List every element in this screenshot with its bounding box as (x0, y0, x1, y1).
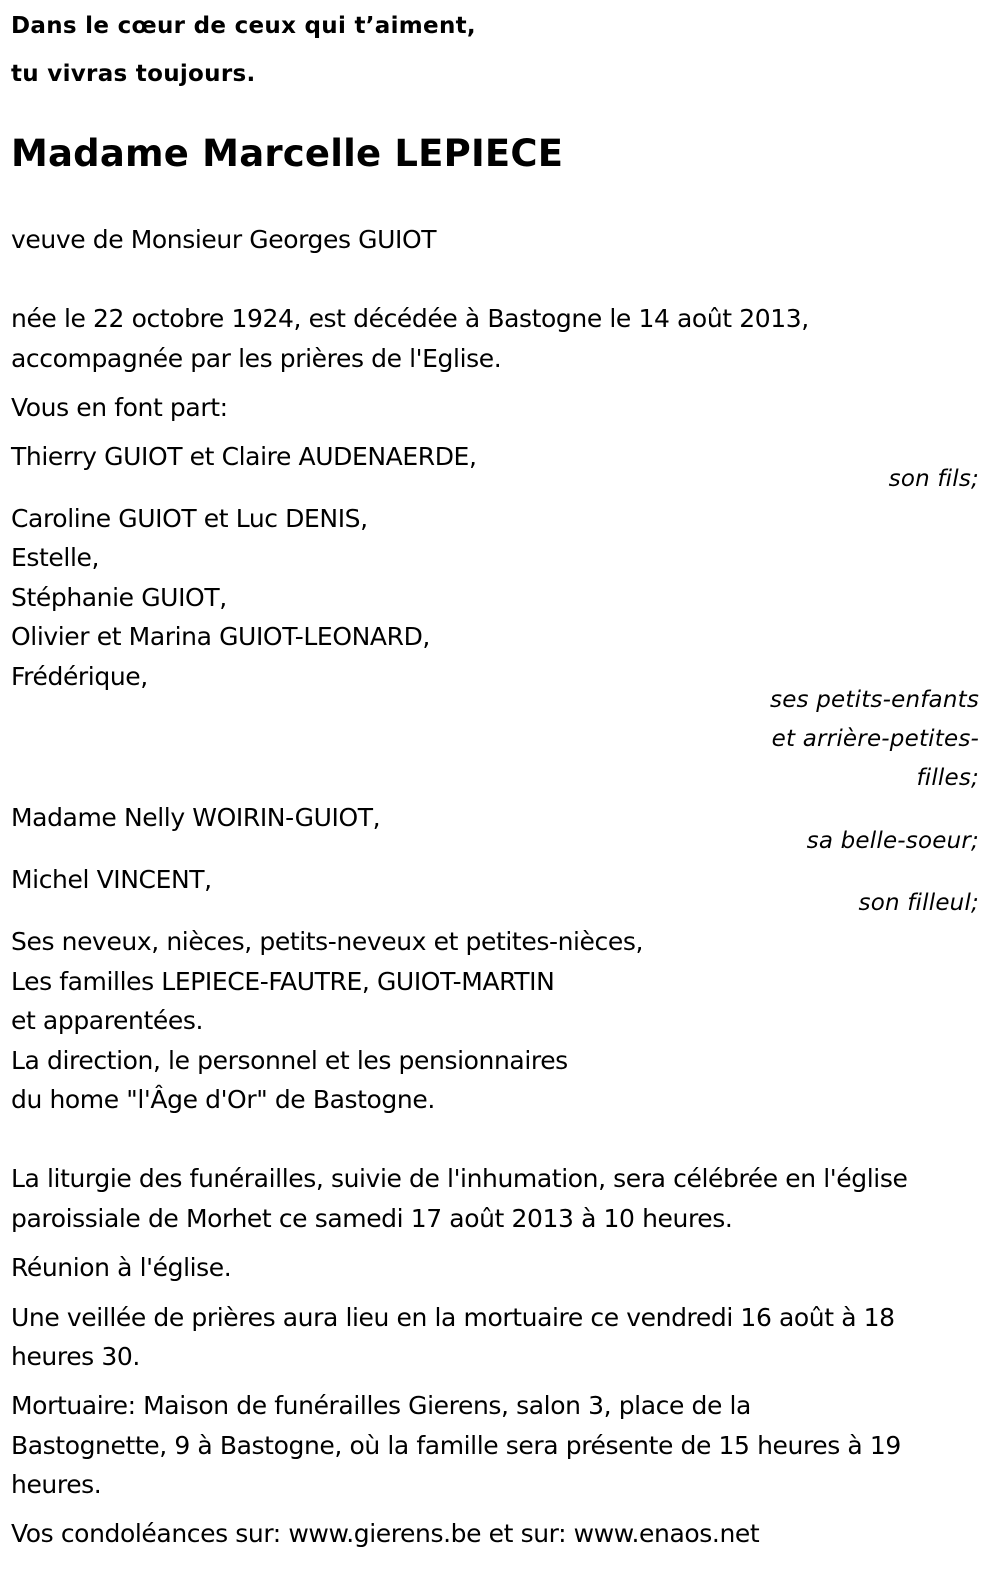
verse-line-2: tu vivras toujours. (11, 61, 256, 87)
liturgy-line-2: paroissiale de Morhet ce samedi 17 août 2013 à 10 heures. (11, 1204, 733, 1233)
family-relation: sa belle-soeur; (806, 828, 979, 854)
others-line: La direction, le personnel et les pensionnaires (11, 1046, 568, 1075)
announcement-intro: Vous en font part: (11, 393, 228, 422)
family-name: Thierry GUIOT et Claire AUDENAERDE, (11, 442, 477, 471)
widow-of: veuve de Monsieur Georges GUIOT (11, 225, 437, 254)
family-relation: son fils; (888, 466, 979, 492)
others-line: Les familles LEPIECE-FAUTRE, GUIOT-MARTIN (11, 967, 555, 996)
liturgy-line-1: La liturgie des funérailles, suivie de l'inhumation, sera célébrée en l'église (11, 1164, 908, 1193)
family-name: Caroline GUIOT et Luc DENIS, (11, 504, 368, 533)
family-relation: filles; (916, 765, 979, 791)
vigil-line-1: Une veillée de prières aura lieu en la mortuaire ce vendredi 16 août à 18 (11, 1303, 895, 1332)
family-relation: et arrière-petites- (771, 726, 979, 752)
birth-death-line-1: née le 22 octobre 1924, est décédée à Bastogne le 14 août 2013, (11, 304, 809, 333)
others-line: Ses neveux, nièces, petits-neveux et petites-nièces, (11, 927, 644, 956)
family-name: Michel VINCENT, (11, 865, 212, 894)
family-name: Olivier et Marina GUIOT-LEONARD, (11, 622, 430, 651)
deceased-name: Madame Marcelle LEPIECE (11, 132, 564, 175)
mortuary-line-3: heures. (11, 1470, 102, 1499)
mortuary-line-1: Mortuaire: Maison de funérailles Gierens, salon 3, place de la (11, 1391, 751, 1420)
condolences-info: Vos condoléances sur: www.gierens.be et sur: www.enaos.net (11, 1519, 760, 1548)
meeting-info: Réunion à l'église. (11, 1253, 232, 1282)
family-name: Madame Nelly WOIRIN-GUIOT, (11, 803, 381, 832)
family-name: Frédérique, (11, 662, 148, 691)
mortuary-line-2: Bastognette, 9 à Bastogne, où la famille sera présente de 15 heures à 19 (11, 1431, 901, 1460)
verse-line-1: Dans le cœur de ceux qui t’aiment, (11, 13, 476, 39)
others-line: du home "l'Âge d'Or" de Bastogne. (11, 1085, 435, 1114)
family-relation: son filleul; (858, 890, 979, 916)
family-name: Estelle, (11, 543, 100, 572)
vigil-line-2: heures 30. (11, 1342, 140, 1371)
birth-death-line-2: accompagnée par les prières de l'Eglise. (11, 344, 502, 373)
family-name: Stéphanie GUIOT, (11, 583, 227, 612)
others-line: et apparentées. (11, 1006, 203, 1035)
family-relation: ses petits-enfants (770, 687, 979, 713)
